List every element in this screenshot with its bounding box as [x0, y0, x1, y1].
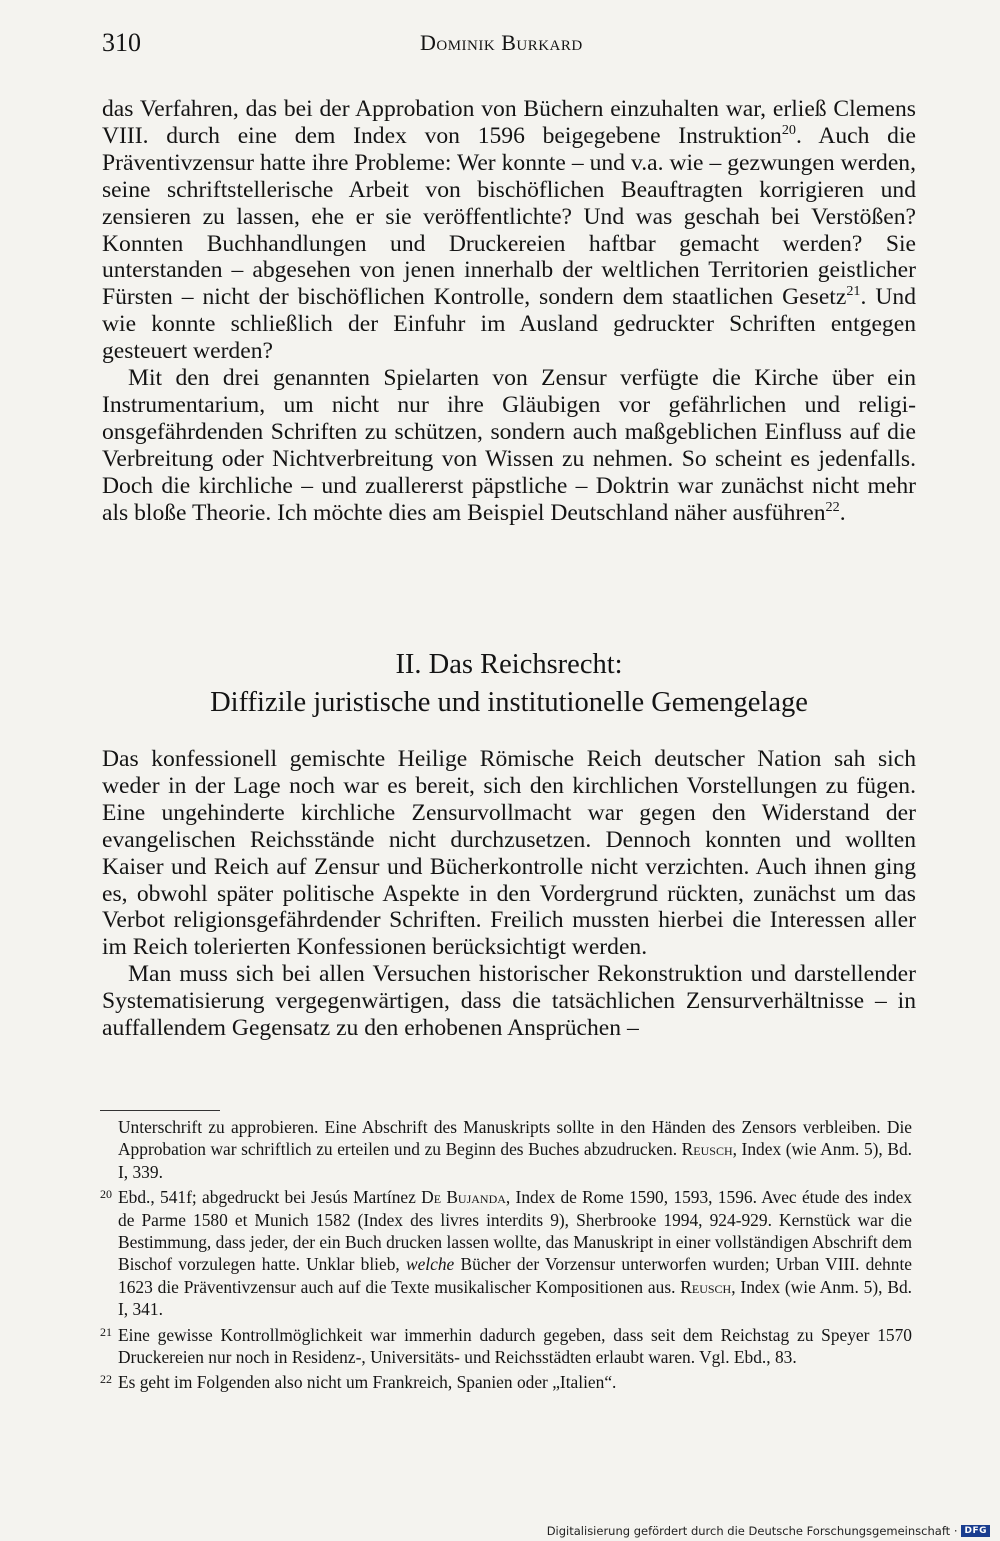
credit-text: Digitalisierung gefördert durch die Deutsche Forschungsgemeinschaft · — [546, 1524, 958, 1538]
text-run: Mit den drei genannten Spielarten von Zensur verfügte die Kirche über ein Instrumentarium, um nicht nur ihre Gläubigen vor gefährlichen und religionsgefährdenden Schriften zu schützen, sondern auch maßgeblichen Einfluss auf die Verbreitung oder Nichtverbreitung von Wissen zu nehmen. So scheint es jedenfalls. Doch die kirchliche – und zuallererst päpstliche – Doktrin war zunächst nicht mehr als bloße Theorie. Ich möchte dies am Beispiel Deutschland näher ausführen — [102, 365, 916, 526]
footnote-ref: 22 — [825, 498, 840, 515]
text-run: , Index de Rome 1590, 1593, 1596. Avec étude des index de Parme 1580 et Munich 1582 (Index des livres interdits 9), Sherbrooke 1994, 924-929. Kernstück war die Bestimmung, dass jeder, der ein Buch drucken lassen wollte, das Manuskript in einer vollständigen Abschrift dem Bischof vorzulegen hatte. Unklar blieb, — [118, 1187, 912, 1275]
paragraph: Man muss sich bei allen Versuchen historischer Rekonstruktion und darstellender Systematisierung vergegenwärtigen, dass die tatsächlichen Zensurverhältnisse – in auffallendem Gegensatz zu den erhobenen Ansprüchen – — [102, 961, 916, 1042]
paragraph — [102, 365, 916, 526]
author-name: Reusch — [681, 1139, 733, 1160]
footnote-number: 21 — [100, 1324, 112, 1339]
main-text — [102, 96, 916, 527]
paragraph: Das konfessionell gemischte Heilige Römische Reich deutscher Nation sah sich weder in der Lage noch war es bereit, sich den kirchlichen Vorstellungen zu fügen. Eine ungehinderte kirchliche Zensurvollmacht war gegen den Widerstand der evangelischen Reichsstände nicht durchzusetzen. Dennoch konnten und wollten Kaiser und Reich auf Zensur und Bücherkontrolle nicht verzichten. Auch ihnen ging es, obwohl später politische Aspekte in den Vordergrund rückten, zunächst um das Verbot religionsgefährdender Schriften. Freilich mussten hierbei die Interessen aller im Reich tolerierten Konfessionen berücksichtigt werden. — [102, 746, 916, 961]
section-text — [102, 746, 916, 1042]
text-run: . Auch die Präventivzensur hatte ihre Probleme: Wer konnte – und v.a. wie – gezwungen werden, seine schriftstellerische Arbeit von bischöflichen Beauftragten korrigieren und zensieren zu lassen, ehe er sie veröffentlichte? Und was geschah bei Verstößen? Konnten Buchhandlungen und Druckereien haftbar gemacht werden? Sie unterstanden – abgesehen von jenen innerhalb der weltlichen Territorien geistlicher Fürsten – nicht der bischöflichen Kontrolle, sondern dem staatlichen Gesetz — [102, 122, 916, 311]
footnote-22 — [100, 1371, 912, 1393]
running-head: Dominik Burkard — [420, 30, 583, 55]
footnote-number: 20 — [100, 1187, 112, 1202]
footnote-20 — [100, 1186, 912, 1320]
footnotes — [100, 1116, 912, 1397]
author-name: De Bujanda — [421, 1187, 506, 1208]
author-name: Reusch — [680, 1276, 732, 1297]
footnote-ref: 21 — [846, 283, 861, 300]
dfg-logo: DFG — [961, 1525, 990, 1537]
footnote-ref: 20 — [781, 122, 796, 139]
footnote-continued — [100, 1116, 912, 1183]
text-run: . Und wie konnte schließlich der Einfuhr im Ausland gedruckter Schriften entgegen gesteuert werden? — [102, 284, 916, 365]
footnote-number: 22 — [100, 1372, 112, 1387]
page-header — [102, 28, 912, 68]
text-run: Unterschrift zu approbieren. Eine Abschrift des Manuskripts sollte in den Händen des Zensors verbleiben. Die Approbation war schriftlich zu erteilen und zu Beginn des Buches abzudrucken. — [118, 1117, 912, 1160]
section-heading-line-2: Diffizile juristische und institutionelle Gemengelage — [210, 687, 808, 718]
text-run: Ebd., 541f; abgedruckt bei Jesús Martínez — [118, 1187, 422, 1208]
text-run: das Verfahren, das bei der Approbation von Büchern einzuhalten war, erließ Clemens VIII. durch eine dem Index von 1596 beigegebene Instruktion — [102, 96, 916, 149]
paragraph — [102, 96, 916, 365]
text-run: Bücher der Vorzensur unterworfen wurden; Urban VIII. dehnte 1623 die Präventivzensur auch auf die Texte musikalischer Kompositionen aus. — [118, 1254, 912, 1297]
footnote-21 — [100, 1324, 912, 1369]
footnote-rule — [100, 1110, 220, 1111]
text-run: , Index (wie Anm. 5), Bd. I, 339. — [118, 1139, 912, 1182]
section-heading-line-1: II. Das Reichsrecht: — [395, 649, 623, 680]
text-run: Eine gewisse Kontrollmöglichkeit war immerhin dadurch gegeben, dass seit dem Reichstag zu Speyer 1570 Druckereien nur noch in Residenz-, Universitäts- und Reichsstädten erlaubt waren. Vgl. Ebd., 83. — [118, 1324, 912, 1368]
text-run: . — [839, 499, 846, 526]
section-heading — [102, 646, 916, 722]
digitization-credit — [547, 1524, 990, 1538]
text-run: Es geht im Folgenden also nicht um Frankreich, Spanien oder „Italien“. — [118, 1372, 617, 1393]
emphasis: welche — [405, 1254, 455, 1275]
text-run: , Index (wie Anm. 5), Bd. I, 341. — [118, 1276, 912, 1320]
page-number: 310 — [102, 28, 141, 57]
